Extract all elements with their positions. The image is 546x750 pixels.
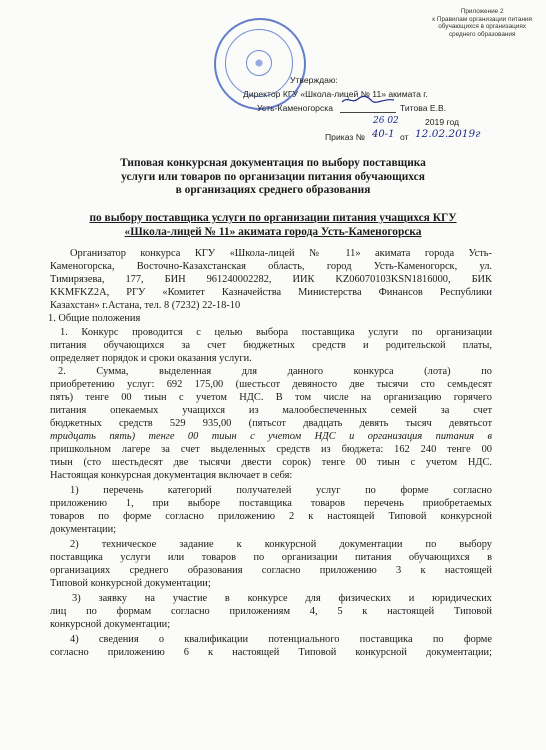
body-line: тридцать пять) тенге 00 тиын с учетом НДС и организация питания в <box>50 431 492 442</box>
body-line: 1. Конкурс проводится с целью выбора поставщика услуги по организации <box>60 327 492 338</box>
approval-name: Титова Е.В. <box>400 103 447 113</box>
approval-date-hand: 26 02 <box>373 116 399 126</box>
body-line: питания опекаемых учащихся из малообеспеченных семей за счет <box>50 405 492 416</box>
approval-city: Усть-Каменогорска <box>257 103 333 113</box>
document-title <box>0 157 546 198</box>
body-line: Настоящая конкурсная документация включает в себя: <box>50 470 293 481</box>
signature-line <box>340 112 396 113</box>
body-line: пришкольном лагере за счет выделенных средств из бюджета: 162 240 тенге 00 <box>50 444 492 455</box>
seal-emblem-icon <box>246 50 272 76</box>
organizer-line: Каменогорска, Восточно-Казахстанская область, город Усть-Каменогорск, ул. <box>50 261 492 272</box>
document-subtitle <box>0 211 546 239</box>
organizer-line: KKMFKZ2A, РГУ «Комитет Казначейства Министерства Финансов Республики <box>50 287 492 298</box>
director-signature <box>340 95 396 105</box>
subtitle-line: по выбору поставщика услуги по организации питания учащихся КГУ <box>89 212 457 224</box>
section-heading: 1. Общие положения <box>48 313 141 324</box>
organizer-line: Организатор конкурса КГУ «Школа-лицей № 11» акимата города Усть- <box>70 248 492 259</box>
approval-director: Директор КГУ «Школа-лицей № 11» акимата г. <box>243 89 428 99</box>
appendix-line: обучающихся в организациях <box>438 23 527 31</box>
order-from: от <box>400 132 409 142</box>
body-line: питания обучающихся за счет бюджетных средств и родительской платы, <box>50 340 492 351</box>
list-item-line: приложению 1, при выборе поставщика товаров перечень приобретаемых <box>50 498 492 509</box>
title-line: Типовая конкурсная документация по выбору поставщика <box>120 157 426 169</box>
appendix-header <box>432 8 532 38</box>
body-line: пять) тенге 00 тиын с учетом НДС. В том числе на организацию горячего <box>50 392 492 403</box>
list-item-line: документации; <box>50 524 117 535</box>
list-item-line: Типовой конкурсной документации; <box>50 578 211 589</box>
title-line: в организациях среднего образования <box>175 184 371 197</box>
list-item-line: 2) техническое задание к конкурсной документации по выбору <box>70 539 492 550</box>
list-item-line: конкурсной документации; <box>50 619 171 630</box>
organizer-line: Казахстан» г.Астана, тел. 8 (7232) 22-18-10 <box>50 300 241 311</box>
organizer-line: Тимирязева, 177, БИН 961240002282, ИИК KZ06070103KSN1816000, БИК <box>50 274 492 285</box>
approval-label: Утверждаю: <box>290 75 338 85</box>
title-line: услуги или товаров по организации питания обучающихся <box>121 170 425 183</box>
body-line: тиын (сто шестьдесят две тысячи двести сорок) тенге 00 тиын с учетом НДС. <box>50 457 492 468</box>
order-number: 40-1 <box>372 129 395 140</box>
body-line: определяет порядок и сроки оказания услуги. <box>50 353 252 364</box>
appendix-line: к Правилам организации питания <box>432 15 532 23</box>
appendix-line: среднего образования <box>448 30 516 38</box>
list-item-line: 4) сведения о квалификации потенциального поставщика по форме <box>70 634 492 645</box>
subtitle-line: «Школа-лицей № 11» акимата города Усть-Каменогорска <box>124 226 422 238</box>
order-date: 12.02.2019г <box>415 128 481 140</box>
list-item-line: поставщика услуги или товаров по организации питания обучающихся в <box>50 552 492 563</box>
list-item-line: 1) перечень категорий получателей услуг по форме согласно <box>70 485 492 496</box>
approval-year: 2019 год <box>425 117 460 127</box>
order-label: Приказ № <box>325 132 365 142</box>
body-line: приобретению услуг: 692 175,00 (шестьсот девяносто две тысячи сто семьдесят <box>50 379 492 390</box>
body-line: 2. Сумма, выделенная для данного конкурса (лота) по <box>58 366 492 377</box>
list-item-line: 3) заявку на участие в конкурсе для физических и юридических <box>72 593 492 604</box>
list-item-line: товаров по форме согласно приложению 2 к настоящей Типовой конкурсной <box>50 511 492 522</box>
list-item-line: организациях среднего образования согласно приложению 3 к настоящей <box>50 565 492 576</box>
appendix-line: Приложение 2 <box>460 8 504 15</box>
list-item-line: согласно приложению 6 к настоящей Типовой конкурсной документации; <box>50 647 492 658</box>
body-line: бюджетных средств 529 935,00 (пятьсот двадцать девять тысяч девятьсот <box>50 418 492 429</box>
list-item-line: лиц по формам согласно приложениям 4, 5 к настоящей Типовой <box>50 606 492 617</box>
